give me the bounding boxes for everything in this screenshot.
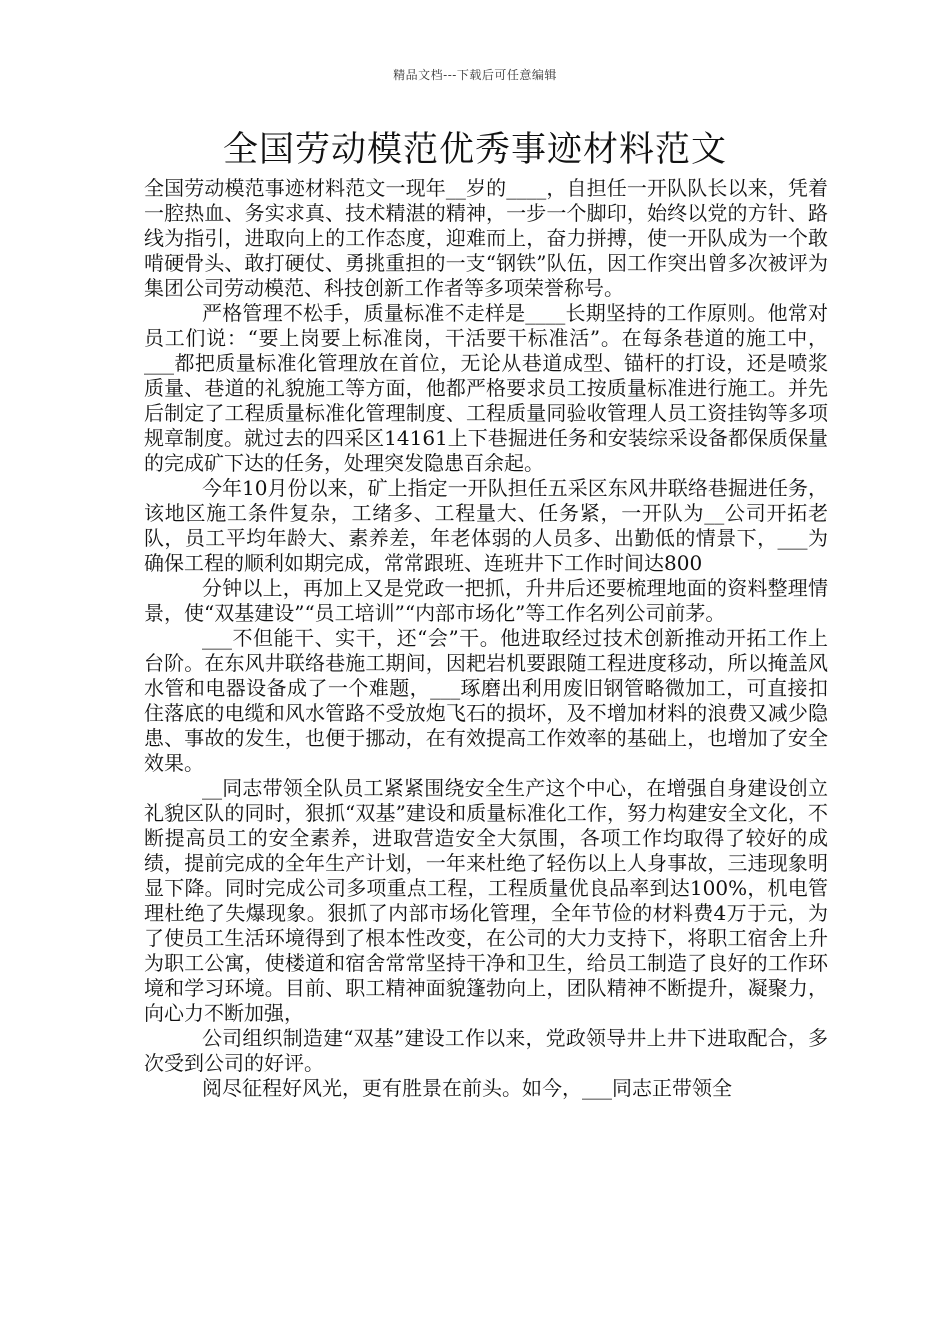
paragraph-6: __同志带领全队员工紧紧围绕安全生产这个中心，在增强自身建设创立礼貌区队的同时，狠抓“双基”建设和质量标准化工作，努力构建安全文化，不断提高员工的安全素养，进取营造安全大氛围，各项工作均取得了较好的成绩，提前完成的全年生产计划，一年来杜绝了轻伤以上人身事故，三违现象明显下降。同时完成公司多项重点工程，工程质量优良品率到达100%，机电管理杜绝了失爆现象。狠抓了内部市场化管理，全年节俭的材料费4万于元，为了使员工生活环境得到了根本性改变，在公司的大力支持下，将职工宿舍上升为职工公寓，使楼道和宿舍常常坚持干净和卫生，给员工制造了良好的工作环境和学习环境。目前、职工精神面貌篷勃向上，团队精神不断提升，凝聚力，向心力不断加强， — [144, 776, 828, 1025]
document-title: 全国劳动模范优秀事迹材料范文 — [222, 130, 727, 170]
paragraph-8: 阅尽征程好风光，更有胜景在前头。如今，___同志正带领全 — [202, 1076, 732, 1100]
paragraph-5: ___不但能干、实干，还“会”干。他进取经过技术创新推动开拓工作上台阶。在东风井联络巷施工期间，因耙岩机要跟随工程进度移动，所以掩盖风水管和电器设备成了一个难题，___琢磨出利用废旧钢管略微加工，可直接扣住落底的电缆和风水管路不受放炮飞石的损坏，及不增加材料的浪费又减少隐患、事故的发生，也便于挪动，在有效提高工作效率的基础上，也增加了安全效果。 — [144, 626, 828, 775]
paragraph-3: 今年10月份以来，矿上指定一开队担任五采区东风井联络巷掘进任务，该地区施工条件复杂，工绪多、工程量大、任务紧，一开队为__公司开拓老队，员工平均年龄大、素养差，年老体弱的人员多、出勤低的情景下，___为确保工程的顺利如期完成，常常跟班、连班井下工作时间达800 — [144, 476, 828, 575]
paragraph-2: 严格管理不松手，质量标准不走样是____长期坚持的工作原则。他常对员工们说：“要上岗要上标准岗，干活要干标准活”。在每条巷道的施工中，___都把质量标准化管理放在首位，无论从巷道成型、锚杆的打设，还是喷浆质量、巷道的礼貌施工等方面，他都严格要求员工按质量标准进行施工。并先后制定了工程质量标准化管理制度、工程质量同验收管理人员工资挂钩等多项规章制度。就过去的四采区14161上下巷掘进任务和安装综采设备都保质保量的完成矿下达的任务，处理突发隐患百余起。 — [144, 301, 828, 475]
header-note: 精品文档---下载后可任意编辑 — [393, 68, 557, 82]
paragraph-7: 公司组织制造建“双基”建设工作以来，党政领导井上井下进取配合，多次受到公司的好评。 — [144, 1026, 828, 1075]
paragraph-1: 全国劳动模范事迹材料范文一现年__岁的____，自担任一开队队长以来，凭着一腔热血、务实求真、技术精湛的精神，一步一个脚印，始终以党的方针、路线为指引，进取向上的工作态度，迎难而上，奋力拼搏，使一开队成为一个敢啃硬骨头、敢打硬仗、勇挑重担的一支“钢铁”队伍，因工作突出曾多次被评为集团公司劳动模范、科技创新工作者等多项荣誉称号。 — [144, 176, 828, 300]
paragraph-4: 分钟以上，再加上又是党政一把抓，升井后还要梳理地面的资料整理情景，使“双基建设”“员工培训”“内部市场化”等工作名列公司前茅。 — [144, 576, 828, 625]
document-body — [144, 176, 828, 1101]
